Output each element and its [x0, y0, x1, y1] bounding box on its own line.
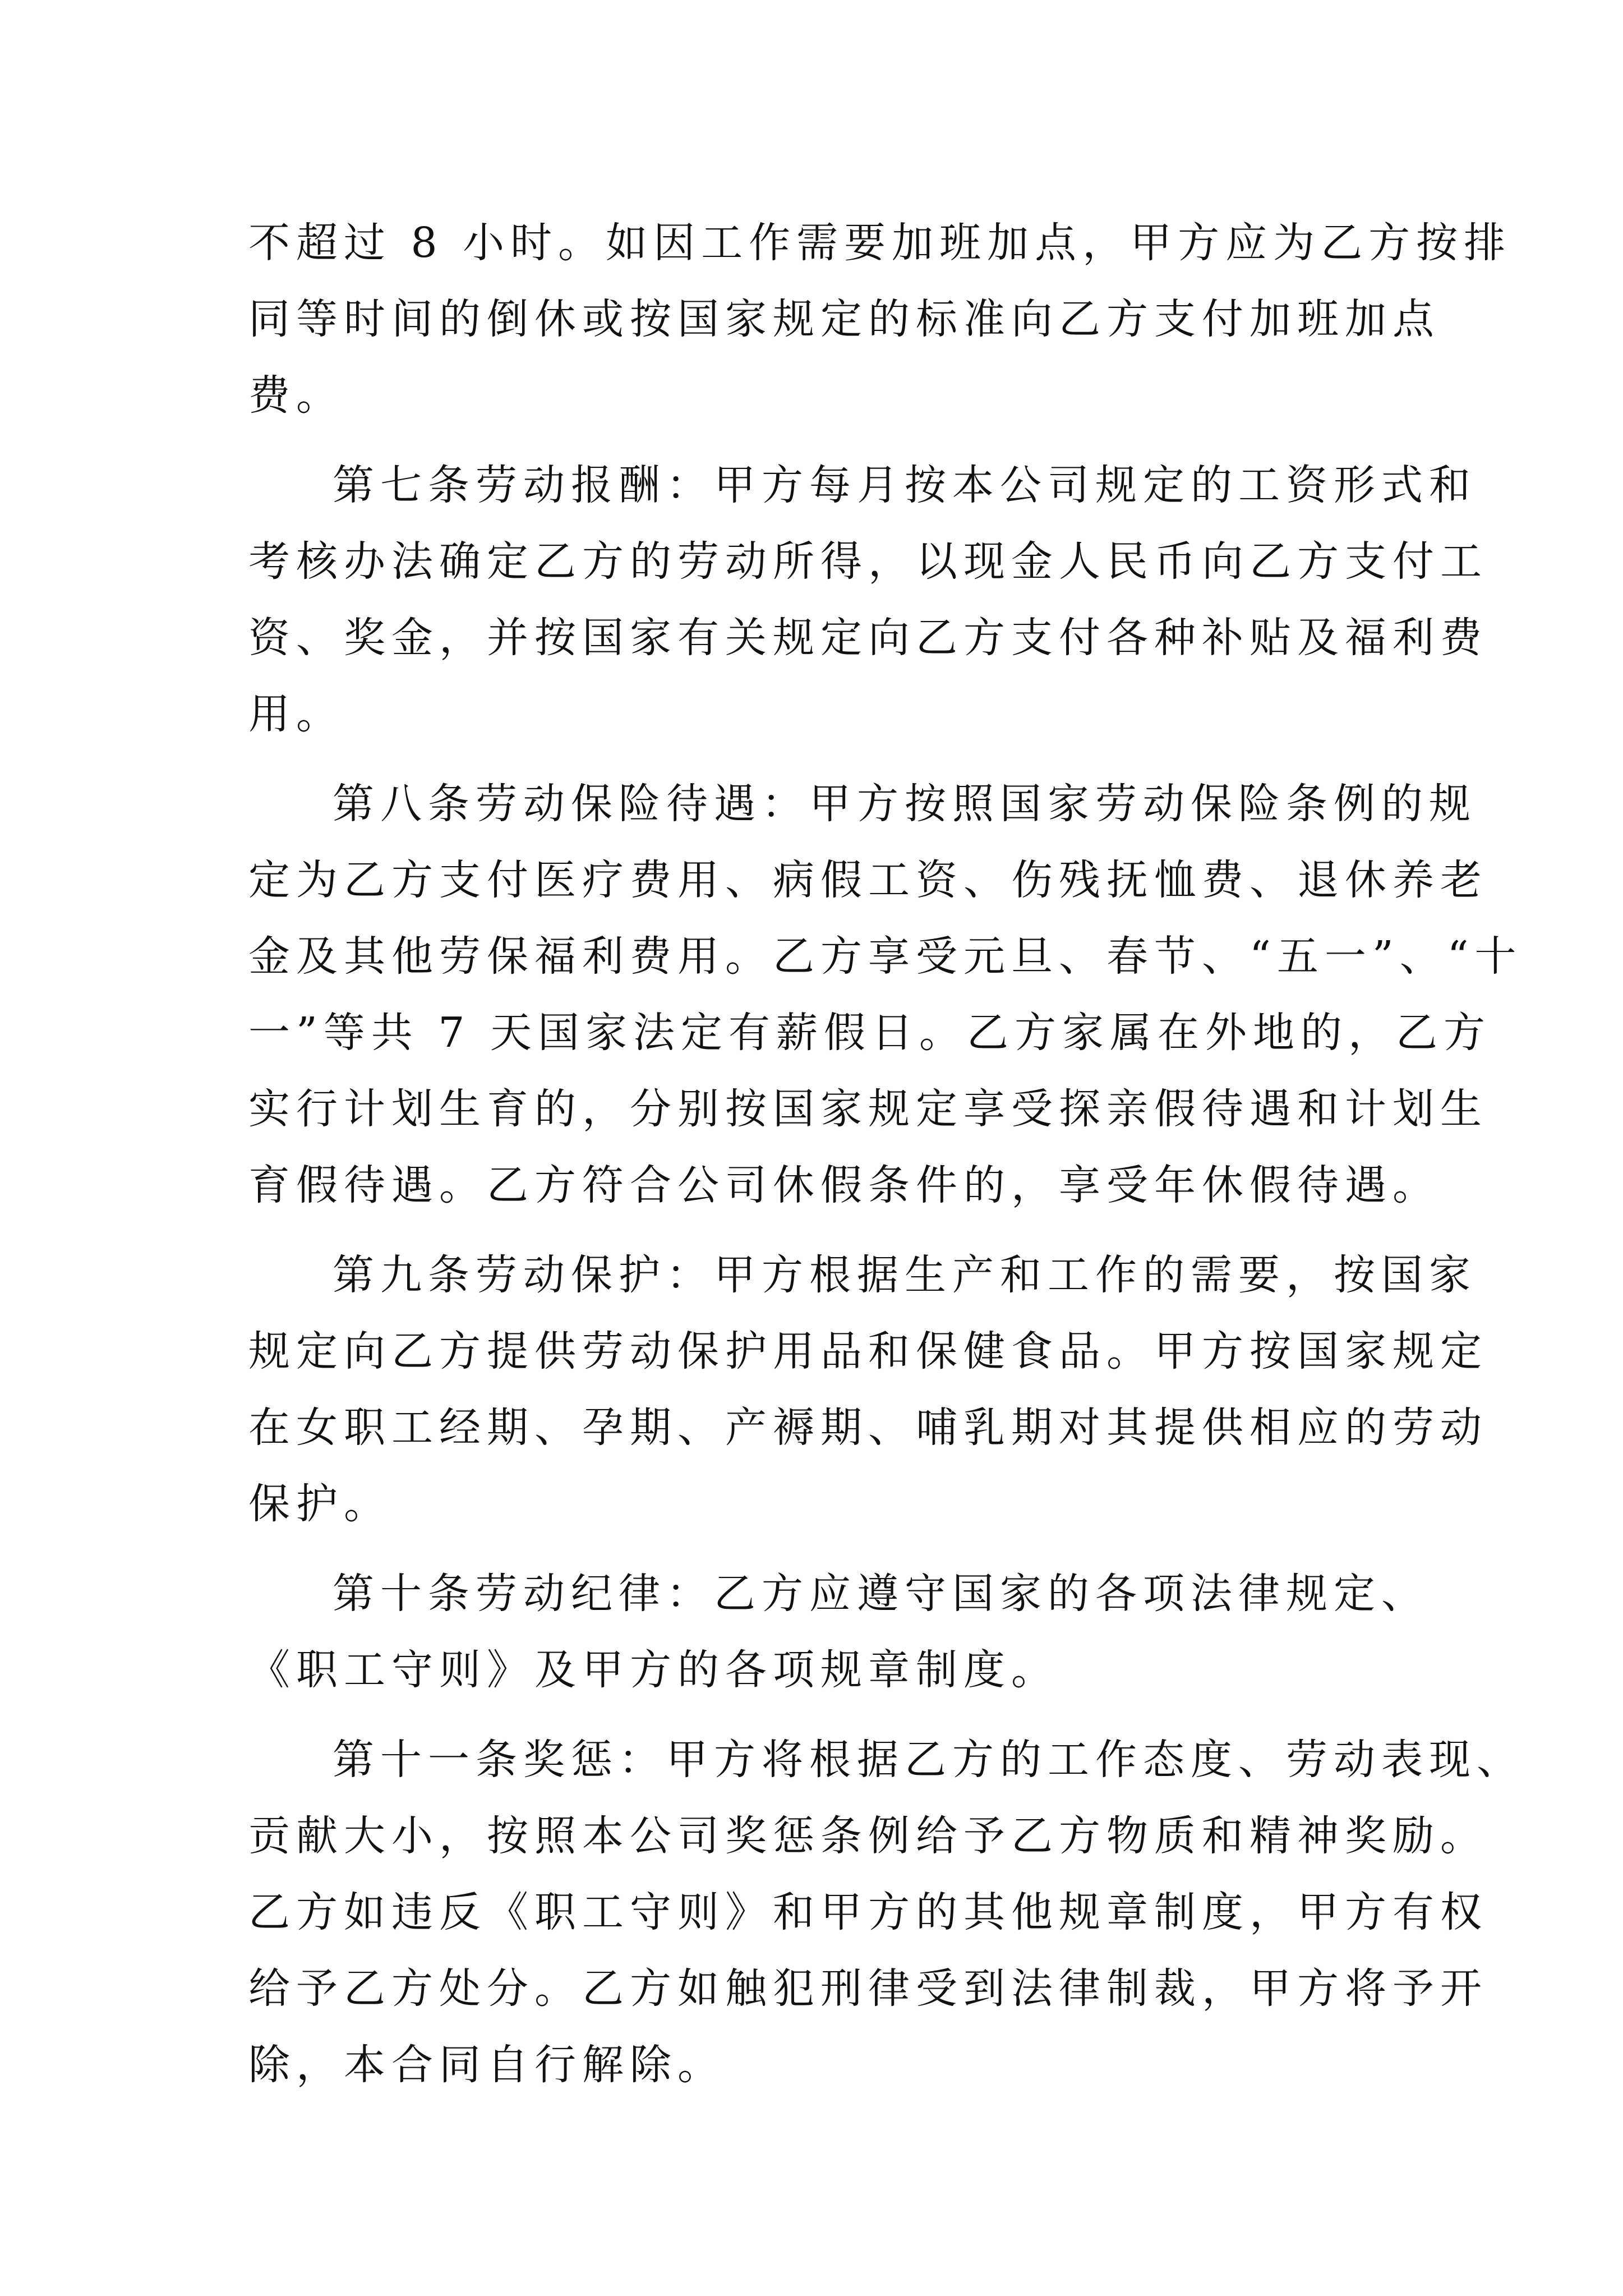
text-line: 同等时间的倒休或按国家规定的标准向乙方支付加班加点: [248, 295, 1440, 343]
text-line: 给予乙方处分。乙方如触犯刑律受到法律制裁，甲方将予开: [248, 1964, 1488, 2013]
paragraph-gap: [248, 1708, 1387, 1722]
paragraph-gap: [248, 1542, 1387, 1556]
paragraph-article-9-protection: [248, 1237, 1488, 1542]
text-line: 一”等共 7 天国家法定有薪假日。乙方家属在外地的，乙方: [248, 1009, 1491, 1057]
text-line: 第七条劳动报酬：甲方每月按本公司规定的工资形式和: [333, 461, 1477, 509]
text-line: 实行计划生育的，分别按国家规定享受探亲假待遇和计划生: [248, 1085, 1488, 1133]
paragraph-article-8-insurance: [248, 766, 1523, 1223]
paragraph-article-10-discipline: [248, 1556, 1429, 1708]
text-line: 考核办法确定乙方的劳动所得，以现金人民币向乙方支付工: [248, 537, 1488, 586]
text-line: 资、奖金，并按国家有关规定向乙方支付各种补贴及福利费: [248, 614, 1488, 662]
paragraph-gap: [248, 1223, 1387, 1237]
text-line: 第十条劳动纪律：乙方应遵守国家的各项法律规定、: [333, 1570, 1429, 1618]
paragraph-gap: [248, 434, 1387, 447]
paragraph-work-hours-continued: [248, 205, 1512, 434]
paragraph-article-7-remuneration: [248, 447, 1488, 752]
text-line: 用。: [248, 690, 344, 738]
text-line: 第十一条奖惩：甲方将根据乙方的工作态度、劳动表现、: [333, 1736, 1524, 1784]
text-line: 贡献大小，按照本公司奖惩条例给予乙方物质和精神奖励。: [248, 1812, 1488, 1860]
text-line: 第九条劳动保护：甲方根据生产和工作的需要，按国家: [333, 1251, 1477, 1299]
text-line: 《职工守则》及甲方的各项规章制度。: [248, 1646, 1059, 1694]
text-line: 育假待遇。乙方符合公司休假条件的，享受年休假待遇。: [248, 1161, 1440, 1209]
text-line: 保护。: [248, 1480, 391, 1528]
paragraph-gap: [248, 752, 1387, 766]
text-line: 费。: [248, 371, 344, 420]
text-line: 金及其他劳保福利费用。乙方享受元旦、春节、“五一”、“十: [248, 932, 1523, 981]
contract-body-text: [248, 205, 1524, 2103]
text-line: 乙方如违反《职工守则》和甲方的其他规章制度，甲方有权: [248, 1888, 1488, 1936]
text-line: 除，本合同自行解除。: [248, 2041, 725, 2089]
text-line: 不超过 8 小时。如因工作需要加班加点，甲方应为乙方按排: [248, 219, 1512, 267]
text-line: 第八条劳动保险待遇：甲方按照国家劳动保险条例的规: [333, 780, 1477, 828]
text-line: 在女职工经期、孕期、产褥期、哺乳期对其提供相应的劳动: [248, 1404, 1488, 1452]
text-line: 定为乙方支付医疗费用、病假工资、伤残抚恤费、退休养老: [248, 856, 1488, 904]
paragraph-article-11-rewards-penalties: [248, 1722, 1524, 2103]
text-line: 规定向乙方提供劳动保护用品和保健食品。甲方按国家规定: [248, 1327, 1488, 1375]
